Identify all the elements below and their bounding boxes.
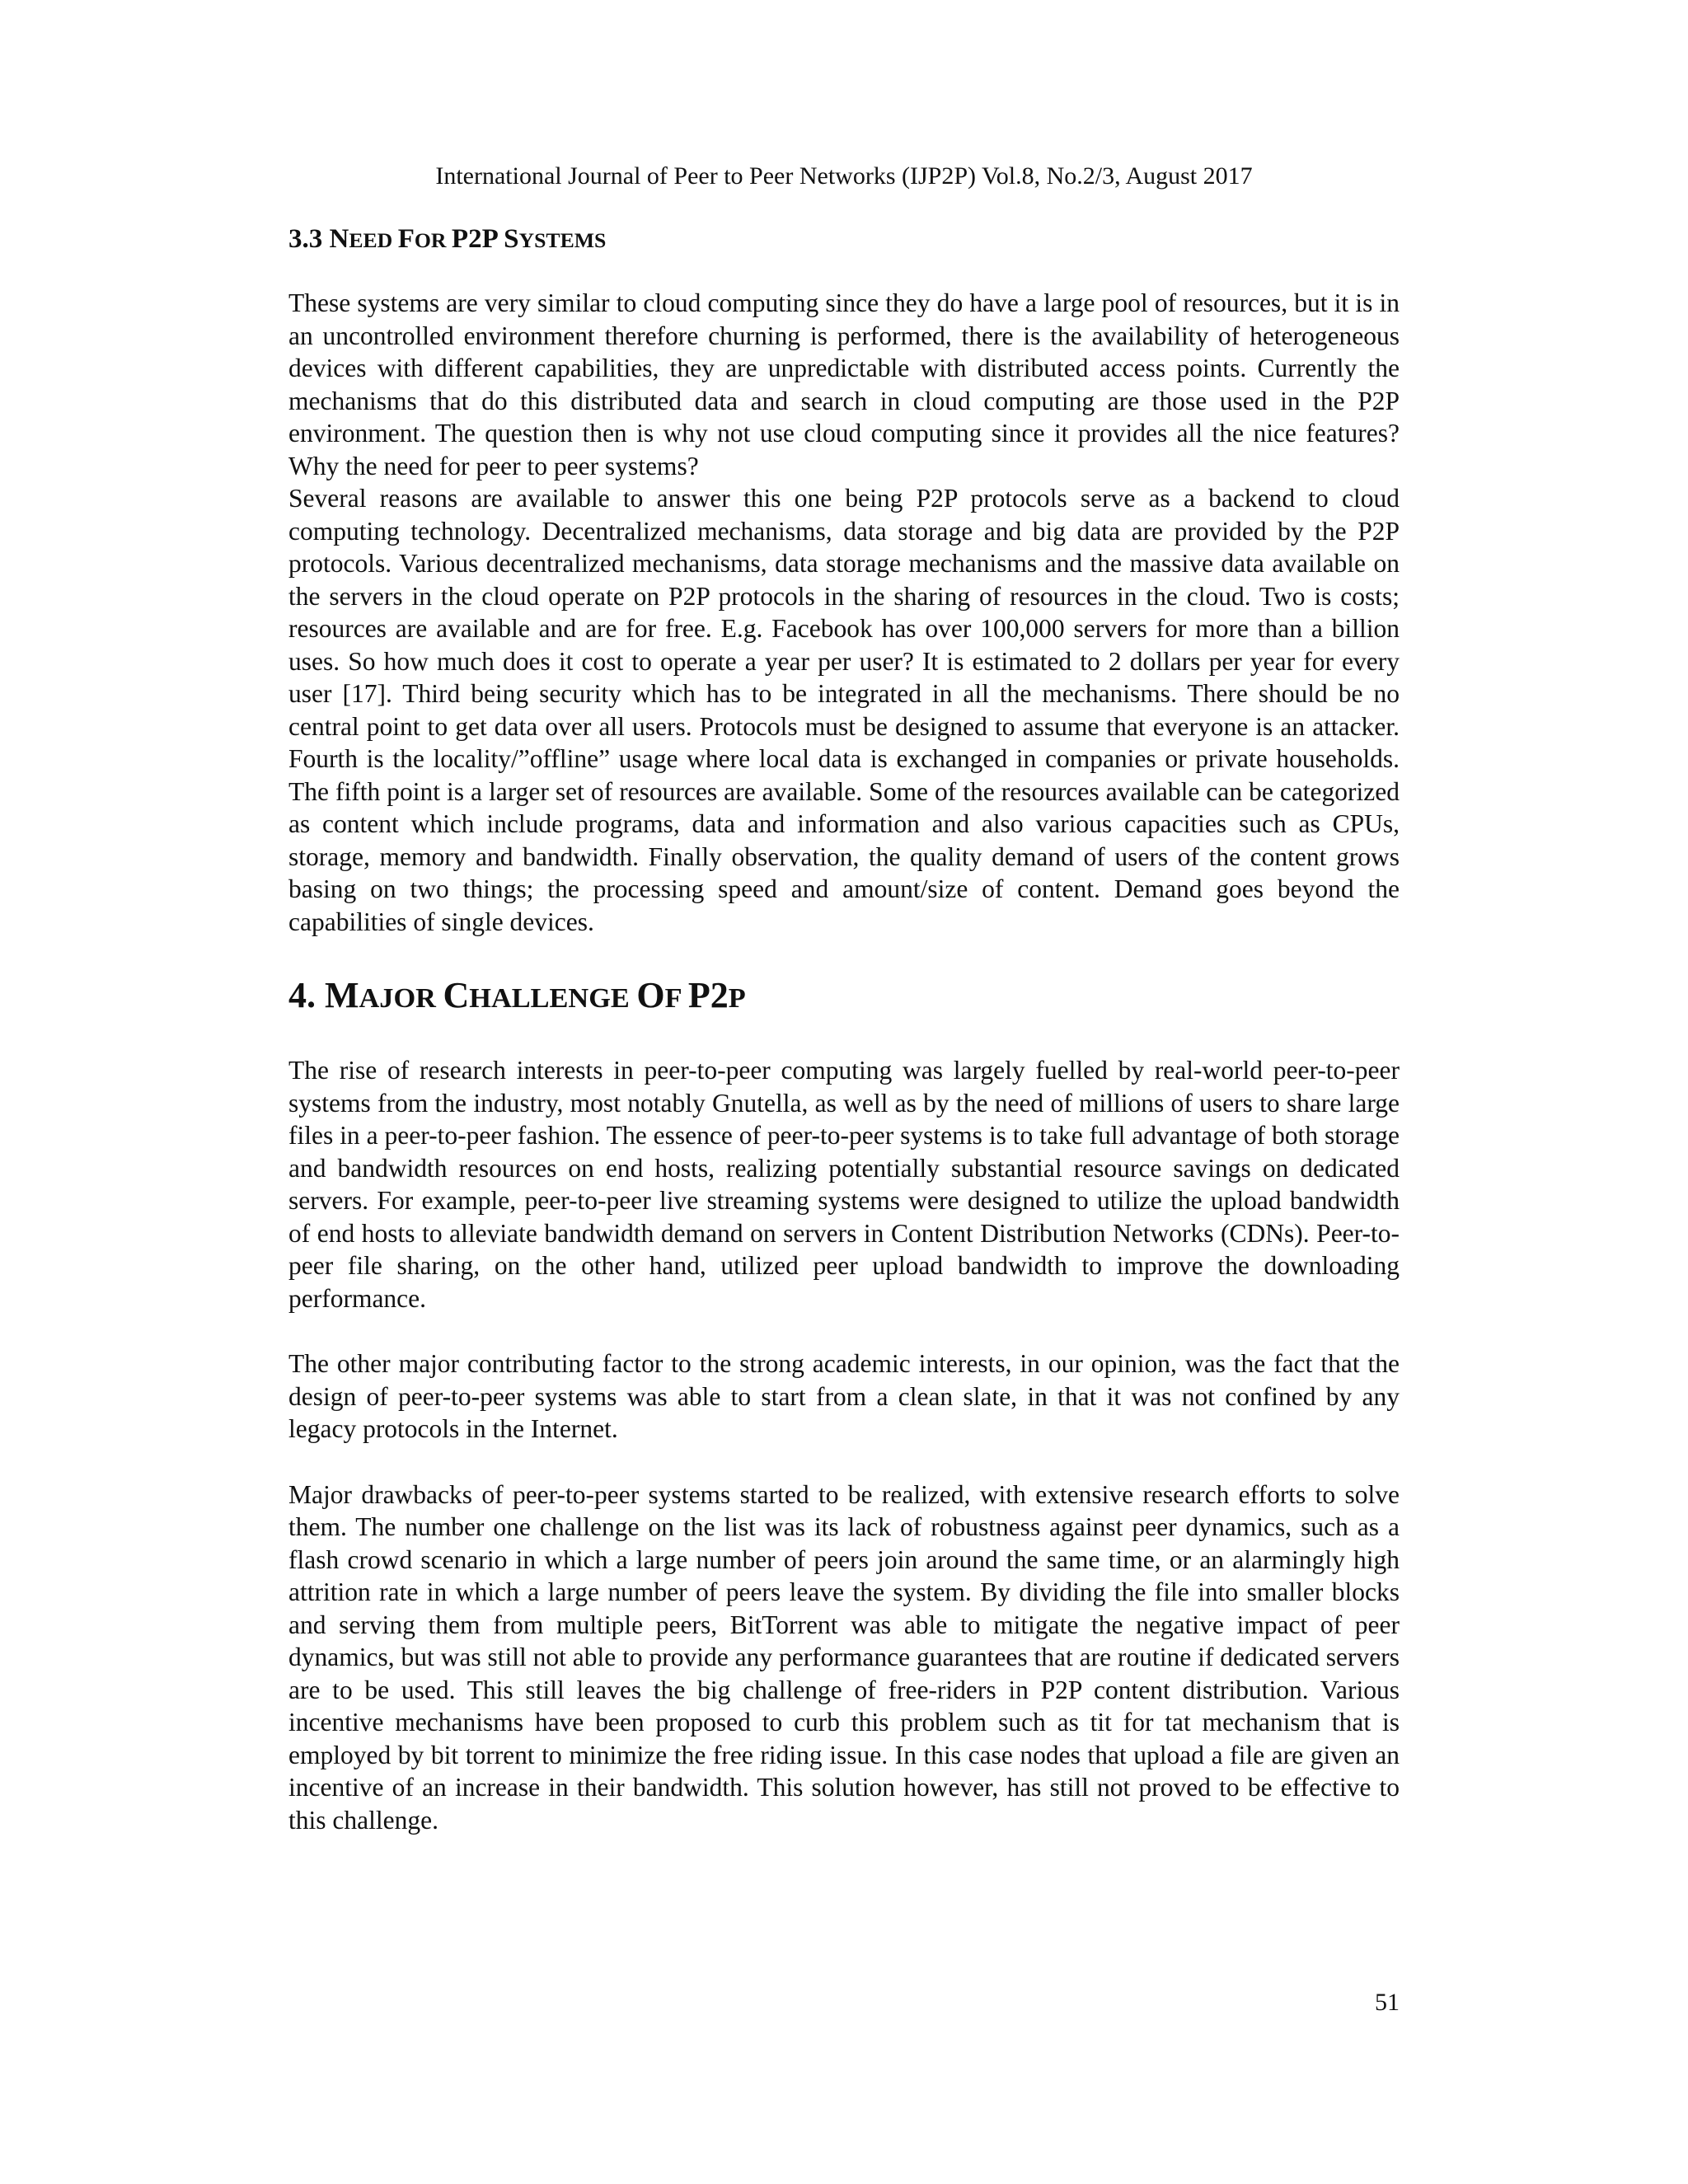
section-4-paragraph: The rise of research interests in peer-to-peer computing was largely fuelled by real-world peer-to-peer systems from the industry, most notably Gnutella, as well as by the need of millions of users to share large files in a peer-to-peer fashion. The essence of peer-to-peer systems is to take full advantage of both storage and bandwidth resources on end hosts, realizing potentially substantial resource savings on dedicated servers. For example, peer-to-peer live streaming systems were designed to utilize the upload bandwidth of end hosts to alleviate bandwidth demand on servers in Content Distribution Networks (CDNs). Peer-to-peer file sharing, on the other hand, utilized peer upload bandwidth to improve the downloading performance.	[288, 1056, 1400, 1313]
section-4-paragraph: Major drawbacks of peer-to-peer systems started to be realized, with extensive research efforts to solve them. The number one challenge on the list was its lack of robustness against peer dynamics, such as a flash crowd scenario in which a large number of peers join around the same time, or an alarmingly high attrition rate in which a large number of peers leave the system. By dividing the file into smaller blocks and serving them from multiple peers, BitTorrent was able to mitigate the negative impact of peer dynamics, but was still not able to provide any performance guarantees that are routine if dedicated servers are to be used. This still leaves the big challenge of free-riders in P2P content distribution. Various incentive mechanisms have been proposed to curb this problem such as tit for tat mechanism that is employed by bit torrent to minimize the free riding issue. In this case nodes that upload a file are given an incentive of an increase in their bandwidth. This solution however, has still not proved to be effective to this challenge.	[288, 1479, 1400, 1835]
section-3-3-number: 3.3	[288, 224, 330, 254]
section-3-3-paragraph: These systems are very similar to cloud computing since they do have a large pool of resources, but it is in an uncontrolled environment therefore churning is performed, there is the availability of heterogeneous devices with different capabilities, they are unpredictable with distributed access points. Currently the mechanisms that do this distributed data and search in cloud computing are those used in the P2P environment. The question then is why not use cloud computing since it provides all the nice features? Why the need for peer to peer systems?	[288, 288, 1400, 480]
section-3-3-heading: 3.3 NEED FOR P2P SYSTEMS	[288, 224, 607, 254]
section-3-3-paragraph: Several reasons are available to answer this one being P2P protocols serve as a backend to cloud computing technology. Decentralized mechanisms, data storage and big data are provided by the P2P protocols. Various decentralized mechanisms, data storage mechanisms and the massive data available on the servers in the cloud operate on P2P protocols in the sharing of resources in the cloud. Two is costs; resources are available and are for free. E.g. Facebook has over 100,000 servers for more than a billion uses. So how much does it cost to operate a year per user? It is estimated to 2 dollars per year for every user [17]. Third being security which has to be integrated in all the mechanisms. There should be no central point to get data over all users. Protocols must be designed to assume that everyone is an attacker. Fourth is the locality/”offline” usage where local data is exchanged in companies or private households. The fifth point is a larger set of resources are available. Some of the resources available can be categorized as content which include programs, data and information and also various capacities such as CPUs, storage, memory and bandwidth. Finally observation, the quality demand of users of the content grows basing on two things; the processing speed and amount/size of content. Demand goes beyond the capabilities of single devices.	[288, 484, 1400, 936]
running-header: International Journal of Peer to Peer Networks (IJP2P) Vol.8, No.2/3, August 2017	[435, 162, 1253, 190]
section-4-paragraph: The other major contributing factor to the strong academic interests, in our opinion, was the fact that the design of peer-to-peer systems was able to start from a clean slate, in that it was not confined by any legacy protocols in the Internet.	[288, 1349, 1400, 1443]
page-body	[288, 223, 1400, 1836]
section-4-heading: 4. MAJOR CHALLENGE OF P2P	[288, 975, 746, 1015]
section-4-number: 4.	[288, 975, 325, 1015]
page-number: 51	[1375, 1989, 1400, 2016]
